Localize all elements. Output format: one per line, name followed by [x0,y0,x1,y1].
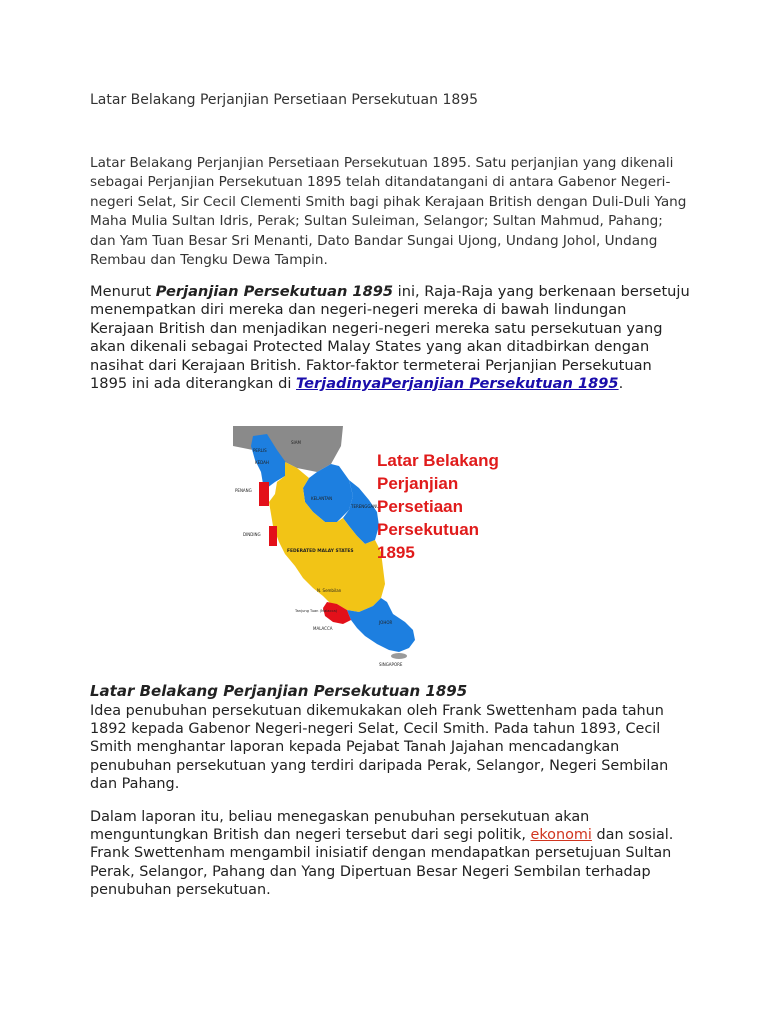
label-fms: FEDERATED MALAY STATES [287,549,354,554]
singapore-island [391,653,407,659]
label-kelantan: KELANTAN [311,496,333,501]
paragraph-agreement [90,283,690,393]
label-tanjung: Tanjung Tuan (Malacca) [295,609,338,613]
para2-suffix: . [618,375,624,393]
link-terjadinya[interactable]: TerjadinyaPerjanjian Persekutuan 1895 [296,375,619,393]
dinding-region [269,526,277,546]
link-ekonomi[interactable]: ekonomi [530,827,592,844]
para4-suffix: dan sosial. Frank Swettenham mengambil inisiatif dengan mendapatkan persetujuan Sultan Perak, Selangor, Pahang dan Yang Dipertuan Besar Negeri Sembilan terhadap penubuhan persekutuan. [90,827,674,898]
label-singapore: SINGAPORE [379,662,403,667]
map-title-line-5: 1895 [377,543,415,562]
para2-prefix: Menurut [90,283,156,300]
label-johor: JOHOR [379,620,393,625]
para4-prefix: Dalam laporan itu, beliau menegaskan penubuhan persekutuan akan menguntungkan British dan negeri tersebut dari segi politik, [90,809,590,844]
document-title: Latar Belakang Perjanjian Persetiaan Persekutuan 1895 [90,92,479,108]
label-penang: PENANG [235,488,252,493]
map-image [233,426,543,670]
map-title-line-1: Latar Belakang [377,451,499,470]
label-kedah: KEDAH [255,460,269,465]
label-negeri9: N. Sembilan [317,588,342,593]
section-heading: Latar Belakang Perjanjian Persekutuan 1895 [90,682,468,700]
map-title-line-2: Perjanjian [377,474,459,493]
para2-bold: Perjanjian Persekutuan 1895 [155,283,394,300]
paragraph-idea: Idea penubuhan persekutuan dikemukakan oleh Frank Swettenham pada tahun 1892 kepada Gabenor Negeri-negeri Selat, Cecil Smith. Pada tahun 1893, Cecil Smith menghantar laporan kepada Pejabat Tanah Jajahan mencadangkan penubuhan persekutuan yang terdiri daripada Perak, Selangor, Negeri Sembilan dan Pahang. [90,703,669,792]
label-dinding: DINDING [243,532,261,537]
label-perlis: PERLIS [253,448,267,453]
paragraph-intro: Latar Belakang Perjanjian Persetiaan Persekutuan 1895. Satu perjanjian yang dikenali sebagai Perjanjian Persekutuan 1895 telah ditandatangani di antara Gabenor Negeri-negeri Selat, Sir Cecil Clementi Smith bagi pihak Kerajaan British dengan Duli-Duli Yang Maha Mulia Sultan Idris, Perak; Sultan Suleiman, Selangor; Sultan Mahmud, Pahang; dan Yam Tuan Besar Sri Menanti, Dato Bandar Sungai Ujong, Undang Johol, Undang Rembau dan Tengku Dewa Tampin. [90,155,687,269]
label-siam: SIAM [291,440,301,445]
paragraph-report [90,808,690,899]
para2-mid: ini, Raja-Raja yang berkenaan bersetuju menempatkan diri mereka dan negeri-negeri mereka di bawah lindungan Kerajaan British dan menjadikan negeri-negeri mereka satu persekutuan yang akan dikenali sebagai Protected Malay States yang akan ditadbirkan dengan nasihat dari Kerajaan British. Faktor-faktor termeterai Perjanjian Persekutuan 1895 ini ada diterangkan di [90,283,690,393]
map-title-line-4: Persekutuan [377,520,480,539]
penang-region [259,482,269,506]
label-terengganu: TERENGGANU [351,504,380,509]
map-title-line-3: Persetiaan [377,497,463,516]
label-malacca: MALACCA [313,626,333,631]
